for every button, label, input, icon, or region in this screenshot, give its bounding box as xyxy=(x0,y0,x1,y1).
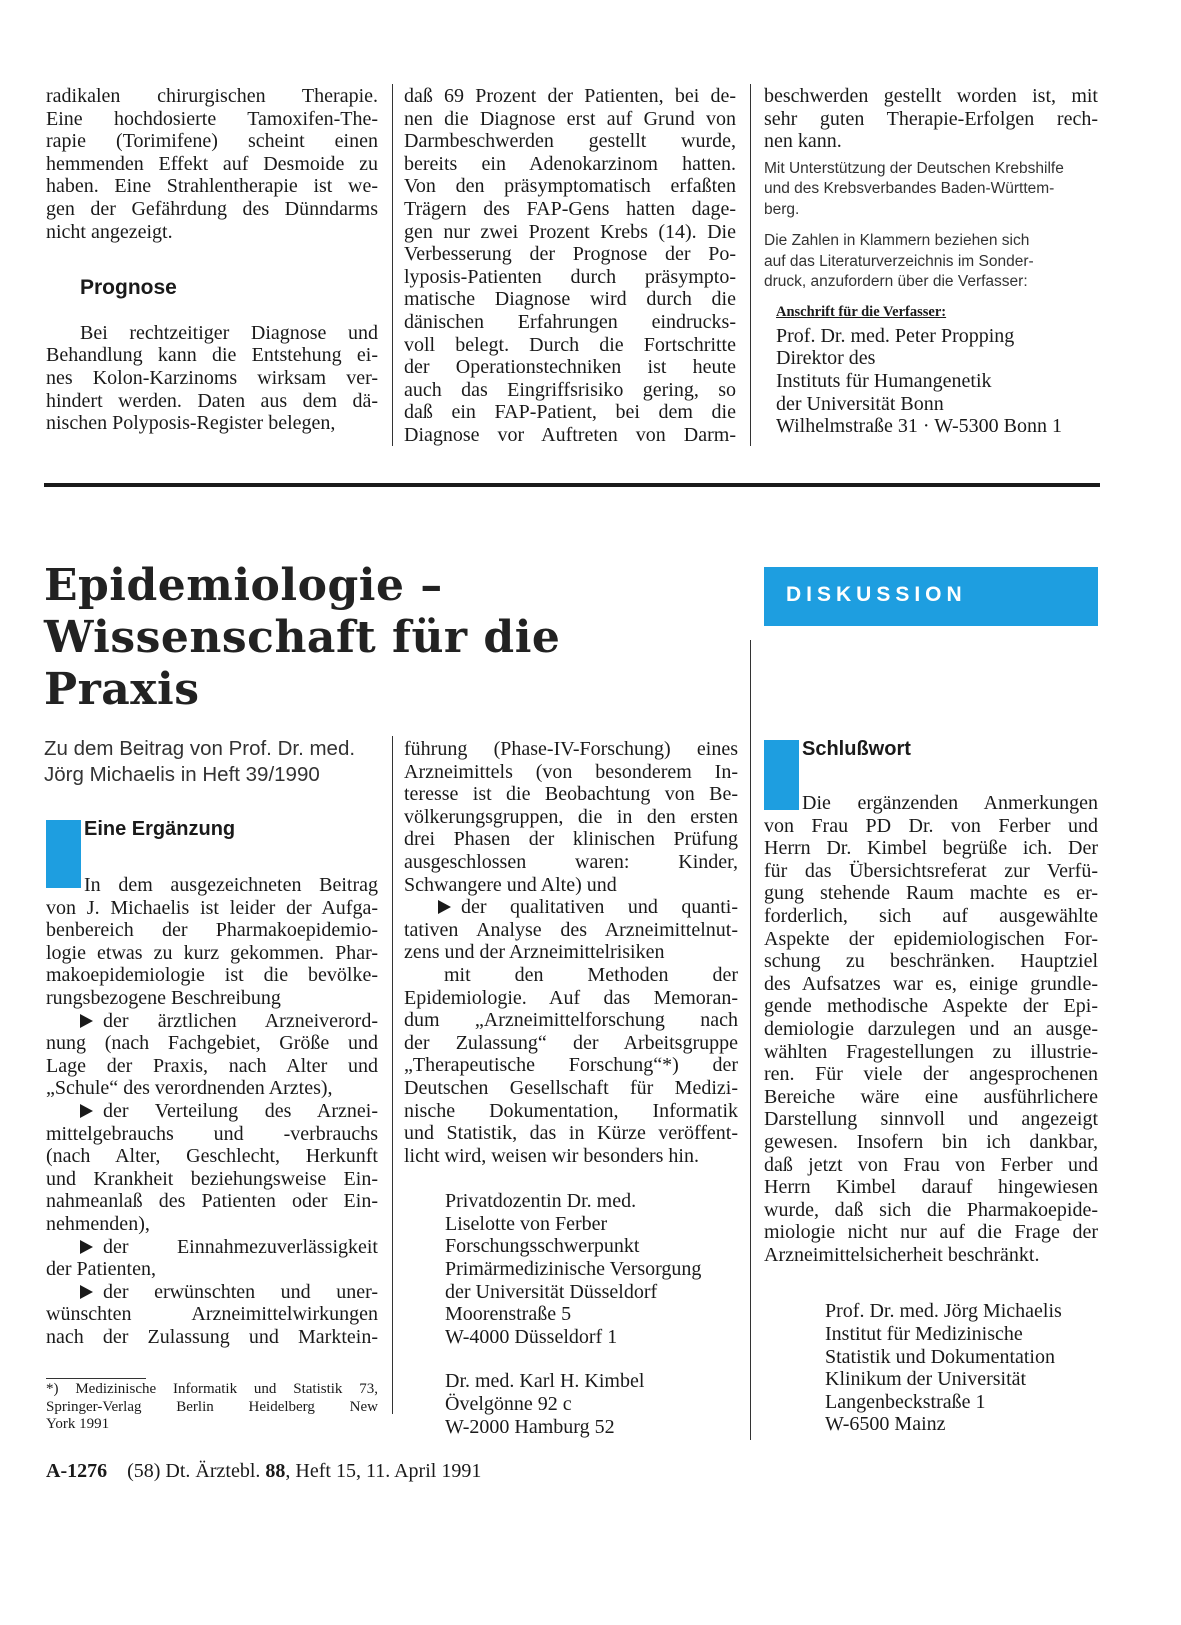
top-column-2 xyxy=(404,85,736,447)
text-line: nische Dokumentation, Informatik xyxy=(404,1099,738,1122)
bullet-arrow-icon xyxy=(80,1014,93,1028)
text-line: gen nur zwei Prozent Krebs (14). Die xyxy=(404,220,736,243)
ergaenzung-heading: Eine Ergänzung xyxy=(84,818,236,840)
text-line: Die Zahlen in Klammern beziehen sich xyxy=(764,232,1030,250)
text-line: und Krankheit beziehungsweise Ein- xyxy=(46,1167,378,1190)
text-line: Prof. Dr. med. Jörg Michaelis xyxy=(825,1300,1062,1323)
text-line: forderlich, sich auf ausgewählte xyxy=(764,904,1098,927)
text-line: Dr. med. Karl H. Kimbel xyxy=(445,1370,645,1393)
text-line: rapie (Torimifene) scheint einen xyxy=(46,130,378,153)
bullet-item xyxy=(46,1100,378,1123)
text-line: wünschten Arzneimittelwirkungen xyxy=(46,1303,378,1326)
col2-body xyxy=(404,738,738,1167)
text-line: nischen Polyposis-Register belegen, xyxy=(46,412,336,435)
text-line: nahmeanlaß des Patienten oder Ein- xyxy=(46,1190,378,1213)
text-line: benbereich der Pharmakoepidemio- xyxy=(46,919,378,942)
text-line: Die ergänzenden Anmerkungen xyxy=(802,792,1098,814)
article-intro xyxy=(44,736,384,788)
text-line: wurde, daß sich die Pharmakoepide- xyxy=(764,1198,1098,1221)
intro-line: Zu dem Beitrag von Prof. Dr. med. xyxy=(44,737,356,760)
text-line: tativen Analyse des Arzneimittelnut- xyxy=(404,918,738,941)
title-line: Epidemiologie – xyxy=(44,560,443,611)
schlusswort-heading: Schlußwort xyxy=(802,738,911,760)
text-line: daß 69 Prozent der Patienten, bei de- xyxy=(404,85,736,107)
column-divider xyxy=(750,640,751,1440)
text-line: nung (nach Fachgebiet, Größe und xyxy=(46,1032,378,1055)
title-line: Praxis xyxy=(44,664,200,715)
text-line: lyposis-Patienten durch präsympto- xyxy=(404,265,736,288)
text-line: Behandlung kann die Entstehung ei- xyxy=(46,344,378,367)
text-line: nes Kolon-Karzinoms wirksam ver- xyxy=(46,366,378,389)
references-note xyxy=(764,231,1098,293)
text-line: Arzneimittelsicherheit beschränkt. xyxy=(764,1243,1040,1266)
page-number: A-1276 xyxy=(46,1460,108,1482)
text-line: teresse ist die Beobachtung von Be- xyxy=(404,783,738,806)
text-line: Diagnose vor Auftreten von Darm- xyxy=(404,423,736,446)
text-line: berg. xyxy=(764,200,800,218)
text-line: Darmbeschwerden gestellt wurde, xyxy=(404,130,736,153)
col3-body xyxy=(764,792,1098,1266)
text-line: Wilhelmstraße 31 · W-5300 Bonn 1 xyxy=(776,415,1063,438)
page-footer xyxy=(46,1460,481,1483)
bullet-text: der Verteilung des Arznei- xyxy=(103,1099,378,1122)
text-line: Langenbeckstraße 1 xyxy=(825,1390,986,1413)
section-rule xyxy=(44,483,1100,487)
author-address-kimbel xyxy=(445,1370,738,1438)
bullet-item xyxy=(46,1236,378,1259)
text-line: nehmenden), xyxy=(46,1212,150,1235)
text-line: Institut für Medizinische xyxy=(825,1323,1023,1346)
text-line: von J. Michaelis ist leider der Aufga- xyxy=(46,896,378,919)
journal-ref: (58) Dt. Ärztebl. xyxy=(127,1460,261,1482)
text-line: Deutschen Gesellschaft für Medizi- xyxy=(404,1076,738,1099)
text-line: W-4000 Düsseldorf 1 xyxy=(445,1325,618,1348)
column-divider xyxy=(392,84,393,446)
text-line: *) Medizinische Informatik und Statistik 73, xyxy=(46,1381,378,1397)
text-line: logie etwas zu kurz gekommen. Phar- xyxy=(46,941,378,964)
section-banner xyxy=(764,567,1098,626)
text-line: gen der Gefährdung des Dünndarms xyxy=(46,197,378,220)
text-line: Bei rechtzeitiger Diagnose und xyxy=(80,321,378,344)
text-line: auch das Eingriffsrisiko gering, so xyxy=(404,378,736,401)
text-line: dänischen Erfahrungen eindrucks- xyxy=(404,310,736,333)
text-line: „Therapeutische Forschung“*) der xyxy=(404,1054,738,1077)
title-line: Wissenschaft für die xyxy=(44,612,561,663)
text-line: dum „Arzneimittelforschung nach xyxy=(404,1009,738,1032)
text-line: der Zulassung“ der Arbeitsgruppe xyxy=(404,1031,738,1054)
bullet-item xyxy=(46,1281,378,1304)
text-line: Övelgönne 92 c xyxy=(445,1393,572,1416)
prognose-heading: Prognose xyxy=(80,276,177,300)
text-line: matische Diagnose wird durch die xyxy=(404,288,736,311)
top-col1-text-a xyxy=(46,85,378,243)
text-line: von Frau PD Dr. von Ferber und xyxy=(764,814,1098,837)
bullet-text: der qualitativen und quanti- xyxy=(461,896,738,919)
text-line: nicht angezeigt. xyxy=(46,220,173,243)
text-line: licht wird, weisen wir besonders hin. xyxy=(404,1144,699,1167)
footnote-rule xyxy=(46,1378,146,1379)
text-line: Statistik und Dokumentation xyxy=(825,1345,1055,1368)
top-column-3 xyxy=(764,85,1098,438)
text-line: makoepidemiologie ist die bevölke- xyxy=(46,964,378,987)
text-line: In dem ausgezeichneten Beitrag xyxy=(84,874,378,896)
text-line: York 1991 xyxy=(46,1416,110,1432)
text-line: daß jetzt von Frau von Ferber und xyxy=(764,1153,1098,1176)
text-line: und Statistik, das in Kürze veröffent- xyxy=(404,1122,738,1145)
text-line: Direktor des xyxy=(776,347,876,370)
text-line: Trägern des FAP-Gens hatten dage- xyxy=(404,197,736,220)
article-column-3 xyxy=(764,792,1098,1436)
top-column-1 xyxy=(46,85,378,435)
text-line: (nach Alter, Geschlecht, Herkunft xyxy=(46,1145,378,1168)
column-divider xyxy=(750,84,751,446)
text-line: Arzneimittels (von besonderem In- xyxy=(404,760,738,783)
text-line: völkerungsgruppen, die in den ersten xyxy=(404,805,738,828)
bullet-arrow-icon xyxy=(80,1285,93,1299)
bullet-arrow-icon xyxy=(80,1104,93,1118)
text-line: rungsbezogene Beschreibung xyxy=(46,986,281,1009)
text-line: W-6500 Mainz xyxy=(825,1413,946,1436)
text-line: Verbesserung der Prognose der Po- xyxy=(404,243,736,266)
text-line: sehr guten Therapie-Erfolgen rech- xyxy=(764,107,1098,130)
text-line: und des Krebsverbandes Baden-Württem- xyxy=(764,180,1055,198)
text-line: zens und der Arzneimittelrisiken xyxy=(404,941,665,964)
text-line: gung stehende Raum machte es er- xyxy=(764,882,1098,905)
text-line: bereits ein Adenokarzinom hatten. xyxy=(404,152,736,175)
text-line: druck, anzufordern über die Verfasser: xyxy=(764,273,1028,291)
text-line: Prof. Dr. med. Peter Propping xyxy=(776,324,1015,347)
text-line: hemmenden Effekt auf Desmoide zu xyxy=(46,152,378,175)
text-line: nen kann. xyxy=(764,130,842,153)
text-line: schung zu beschränken. Hauptziel xyxy=(764,950,1098,973)
intro-line: Jörg Michaelis in Heft 39/1990 xyxy=(44,763,320,786)
text-line: Herrn Dr. Kimbel begrüße ich. Der xyxy=(764,837,1098,860)
text-line: „Schule“ des verordnenden Arztes), xyxy=(46,1077,333,1100)
text-line: wählten Fragestellungen zu illustrie- xyxy=(764,1040,1098,1063)
text-line: demiologie darzulegen und an ausge- xyxy=(764,1017,1098,1040)
text-line: Liselotte von Ferber xyxy=(445,1212,608,1235)
address-label: Anschrift für die Verfasser: xyxy=(776,303,947,320)
issue-date: , Heft 15, 11. April 1991 xyxy=(285,1460,482,1482)
text-line: Bereiche wäre eine ausführlichere xyxy=(764,1085,1098,1108)
text-line: gewesen. Insofern bin ich dankbar, xyxy=(764,1130,1098,1153)
article-column-1 xyxy=(46,874,378,1348)
text-line: miologie nicht nur auf die Frage der xyxy=(764,1221,1098,1244)
bullet-item xyxy=(404,896,738,919)
text-line: Instituts für Humangenetik xyxy=(776,369,992,392)
text-line: nach der Zulassung und Marktein- xyxy=(46,1325,378,1348)
text-line: gende methodische Aspekte der Epi- xyxy=(764,995,1098,1018)
text-line: Darstellung sinnvoll und angezeigt xyxy=(764,1108,1098,1131)
article-title xyxy=(44,560,764,716)
author-address-michaelis xyxy=(825,1300,1098,1436)
text-line: ausgeschlossen waren: Kinder, xyxy=(404,850,738,873)
volume-number: 88 xyxy=(265,1460,286,1482)
text-line: Herrn Kimbel darauf hingewiesen xyxy=(764,1176,1098,1199)
text-line: für das Übersichtsreferat zur Verfü- xyxy=(764,859,1098,882)
text-line: radikalen chirurgischen Therapie. xyxy=(46,85,378,107)
author-address-propping xyxy=(776,325,1098,438)
text-line: der Operationstechniken ist heute xyxy=(404,356,736,379)
article-column-2 xyxy=(404,738,738,1438)
top-col3-text xyxy=(764,85,1098,153)
text-line: Primärmedizinische Versorgung xyxy=(445,1258,702,1281)
text-line: mittelgebrauchs und -verbrauchs xyxy=(46,1122,378,1145)
text-line: haben. Eine Strahlentherapie ist we- xyxy=(46,175,378,198)
text-line: Forschungsschwerpunkt xyxy=(445,1235,640,1258)
section-label: DISKUSSION xyxy=(786,583,967,606)
text-line: Privatdozentin Dr. med. xyxy=(445,1190,637,1213)
text-line: der Patienten, xyxy=(46,1258,156,1281)
bullet-item xyxy=(46,1010,378,1033)
text-line: Mit Unterstützung der Deutschen Krebshilfe xyxy=(764,159,1064,177)
text-line: daß ein FAP-Patient, bei dem die xyxy=(404,401,736,424)
text-line: der Universität Düsseldorf xyxy=(445,1280,658,1303)
bullet-text: der Einnahmezuverlässigkeit xyxy=(103,1235,378,1258)
text-line: drei Phasen der klinischen Prüfung xyxy=(404,828,738,851)
text-line: hindert werden. Daten aus dem dä- xyxy=(46,389,378,412)
text-line: Springer-Verlag Berlin Heidelberg New xyxy=(46,1398,378,1415)
text-line: führung (Phase-IV-Forschung) eines xyxy=(404,738,738,760)
bullet-arrow-icon xyxy=(80,1240,93,1254)
text-line: Epidemiologie. Auf das Memoran- xyxy=(404,986,738,1009)
text-line: beschwerden gestellt worden ist, mit xyxy=(764,85,1098,107)
text-line: Eine hochdosierte Tamoxifen-The- xyxy=(46,107,378,130)
author-address-ferber xyxy=(445,1190,738,1348)
support-note xyxy=(764,159,1098,221)
col1-body xyxy=(46,874,378,1348)
text-line: mit den Methoden der xyxy=(444,963,738,986)
text-line: Klinikum der Universität xyxy=(825,1368,1027,1391)
top-col2-text xyxy=(404,85,736,447)
text-line: nen die Diagnose erst auf Grund von xyxy=(404,107,736,130)
text-line: des Aufsatzes war es, einige grundle- xyxy=(764,972,1098,995)
bullet-arrow-icon xyxy=(438,900,451,914)
bullet-text: der erwünschten und uner- xyxy=(103,1280,378,1303)
bullet-text: der ärztlichen Arzneiverord- xyxy=(103,1009,378,1032)
text-line: Von den präsymptomatisch erfaßten xyxy=(404,175,736,198)
footnote xyxy=(46,1381,378,1434)
text-line: ren. Für viele der angesprochenen xyxy=(764,1063,1098,1086)
text-line: der Universität Bonn xyxy=(776,392,944,415)
text-line: Moorenstraße 5 xyxy=(445,1303,572,1326)
text-line: voll belegt. Durch die Fortschritte xyxy=(404,333,736,356)
text-line: auf das Literaturverzeichnis im Sonder- xyxy=(764,252,1034,270)
top-col1-text-b xyxy=(46,322,378,435)
column-divider xyxy=(392,736,393,1414)
text-line: Schwangere und Alte) und xyxy=(404,873,617,896)
text-line: Aspekte der epidemiologischen For- xyxy=(764,927,1098,950)
text-line: W-2000 Hamburg 52 xyxy=(445,1415,615,1438)
text-line: Lage der Praxis, nach Alter und xyxy=(46,1054,378,1077)
